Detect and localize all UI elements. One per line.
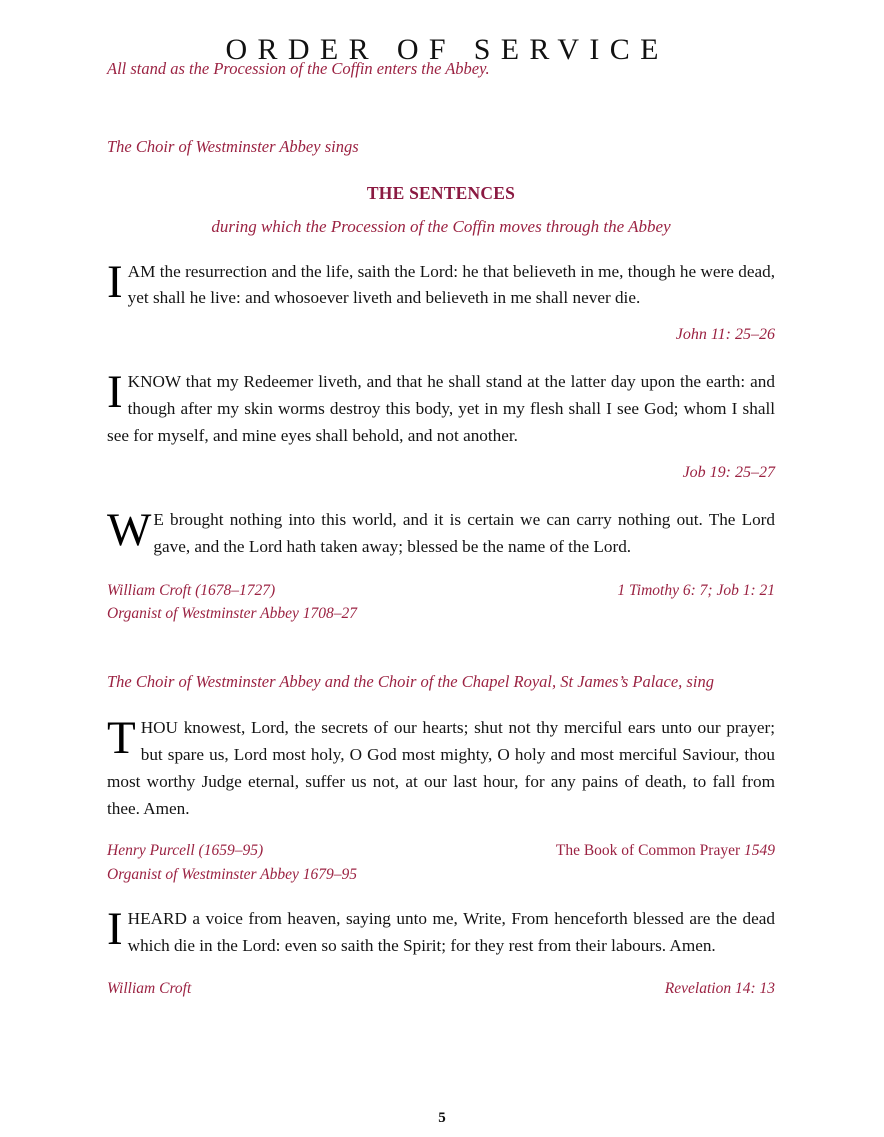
spacer	[107, 0, 775, 58]
sentence-text: IAM the resurrection and the life, saith the Lord: he that believeth in me, though he were dead, yet shall he live: and whosoever liveth and believeth in me shall never die.	[107, 255, 775, 308]
composer-name: William Croft (1678–1727)	[107, 581, 276, 599]
page-title: ORDER OF SERVICE	[225, 33, 669, 66]
citation-source-title: The Book of Common Prayer	[555, 842, 744, 860]
composer-name: William Croft	[107, 979, 192, 997]
section-subheading: during which the Procession of the Coffin moves through the Abbey	[211, 216, 671, 236]
page-content	[107, 0, 775, 1000]
spacer	[107, 237, 775, 259]
spacer	[107, 312, 775, 326]
attribution-row	[107, 579, 775, 602]
page-number: 5	[438, 1110, 446, 1126]
rubric-choirs-sing: The Choir of Westminster Abbey and the Choir of the Chapel Royal, St James’s Palace, sing	[107, 672, 714, 692]
sentence-citation	[556, 839, 775, 862]
spacer	[107, 204, 775, 217]
sentence-text: THOU knowest, Lord, the secrets of our hearts; shut not thy merciful ears unto our prayer; but spare us, Lord most holy, O God most mighty, O holy and most merciful Saviour, thou most worthy Judge eternal, suffer us not, at our last hour, for any pains of death, to fall from thee. Amen.	[107, 711, 775, 818]
spacer	[107, 561, 775, 579]
sentence-citation: John 11: 25–26	[675, 326, 775, 344]
sentence-citation: Job 19: 25–27	[682, 464, 775, 482]
spacer	[107, 344, 775, 369]
section-heading-the-sentences: THE SENTENCES	[366, 182, 516, 203]
spacer	[107, 159, 775, 183]
spacer	[107, 886, 775, 906]
spacer	[107, 80, 775, 136]
spacer	[107, 694, 775, 715]
attribution-row	[107, 977, 775, 1000]
sentence-citation: 1 Timothy 6: 7; Job 1: 21	[617, 581, 775, 599]
rubric-choir-sings: The Choir of Westminster Abbey sings	[107, 137, 359, 157]
rubric-procession: All stand as the Procession of the Coffin enters the Abbey.	[107, 59, 490, 78]
attribution-row	[107, 839, 775, 862]
spacer	[107, 625, 775, 671]
sentence-text: IHEARD a voice from heaven, saying unto me, Write, From henceforth blessed are the dead which die in the Lord: even so saith the Spirit; for they rest from their labours. Amen.	[107, 902, 775, 955]
spacer	[107, 822, 775, 839]
spacer	[107, 450, 775, 464]
composer-role: Organist of Westminster Abbey 1708–27	[107, 605, 358, 623]
citation-source-year: 1549	[744, 842, 775, 860]
composer-name: Henry Purcell (1659–95)	[107, 842, 264, 860]
sentence-citation: Revelation 14: 13	[664, 979, 775, 997]
spacer	[107, 482, 775, 507]
sentence-text: WE brought nothing into this world, and it is certain we can carry nothing out. The Lord gave, and the Lord hath taken away; blessed be the name of the Lord.	[107, 504, 775, 557]
spacer	[107, 960, 775, 977]
sentence-text: IKNOW that my Redeemer liveth, and that he shall stand at the latter day upon the earth: and though after my skin worms destroy this body, yet in my flesh shall I see God; whom I shall see for myself, and mine eyes shall behold, and not another.	[107, 366, 775, 446]
composer-role: Organist of Westminster Abbey 1679–95	[107, 865, 358, 883]
